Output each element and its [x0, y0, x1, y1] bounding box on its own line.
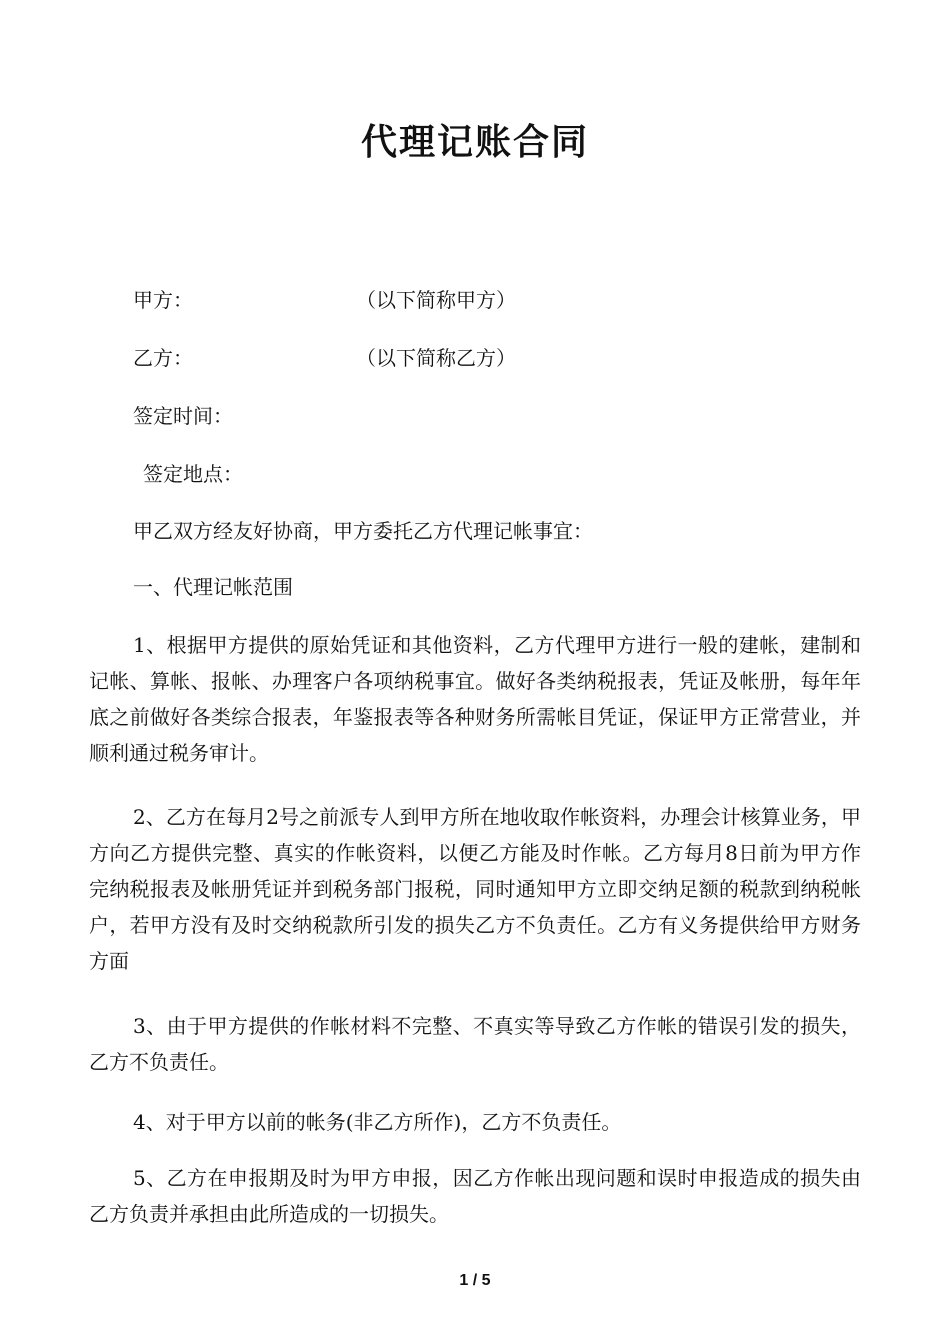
clause-2: 2、乙方在每月2号之前派专人到甲方所在地收取作帐资料，办理会计核算业务，甲方向乙方提供完整、真实的作帐资料，以便乙方能及时作帐。乙方每月8日前为甲方作完纳税报表及帐册凭证并到税务部门报税，同时通知甲方立即交纳足额的税款到纳税帐户，若甲方没有及时交纳税款所引发的损失乙方不负责任。乙方有义务提供给甲方财务方面	[89, 805, 861, 973]
clause-1: 1、根据甲方提供的原始凭证和其他资料，乙方代理甲方进行一般的建帐，建制和记帐、算帐、报帐、办理客户各项纳税事宜。做好各类纳税报表，凭证及帐册，每年年底之前做好各类综合报表，年鉴报表等各种财务所需帐目凭证，保证甲方正常营业，并顺利通过税务审计。	[89, 633, 861, 765]
clause-3: 3、由于甲方提供的作帐材料不完整、不真实等导致乙方作帐的错误引发的损失，乙方不负责任。	[89, 1014, 861, 1074]
section-heading: 一、代理记帐范围	[133, 575, 293, 599]
clause-4: 4、对于甲方以前的帐务(非乙方所作)，乙方不负责任。	[133, 1110, 622, 1134]
party-a-note: （以下简称甲方）	[356, 288, 516, 312]
party-b-label: 乙方：	[133, 346, 193, 370]
sign-place-label: 签定地点：	[143, 462, 243, 486]
page-number: 1 / 5	[459, 1272, 491, 1289]
party-b-note: （以下简称乙方）	[356, 346, 516, 370]
intro-text: 甲乙双方经友好协商，甲方委托乙方代理记帐事宜：	[133, 519, 593, 543]
sign-time-label: 签定时间：	[133, 404, 233, 428]
party-a-label: 甲方：	[133, 288, 193, 312]
clause-5: 5、乙方在申报期及时为甲方申报，因乙方作帐出现问题和误时申报造成的损失由乙方负责并承担由此所造成的一切损失。	[89, 1166, 861, 1226]
document-title: 代理记账合同	[360, 122, 589, 163]
